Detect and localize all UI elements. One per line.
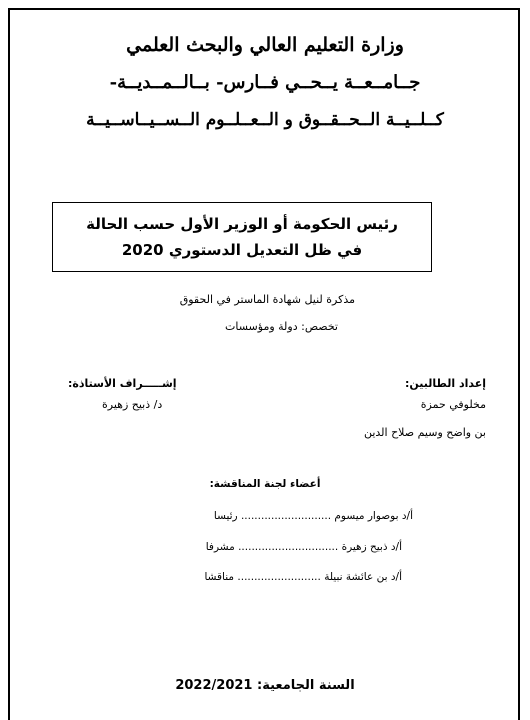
ministry-heading: وزارة التعليم العالي والبحث العلمي	[126, 34, 404, 56]
memo-specialization: تخصص: دولة ومؤسسات	[225, 320, 338, 333]
member-role: مشرفا	[205, 541, 235, 553]
students-heading: إعداد الطالبين:	[404, 377, 486, 390]
thesis-title-box	[52, 202, 432, 272]
member-role: مناقشا	[204, 571, 235, 583]
university-heading: جــامــعــة يــحــي فــارس- بــالــمــديــة-	[109, 72, 421, 93]
committee-member-row	[204, 571, 402, 583]
member-dots: .........................	[237, 571, 321, 583]
committee-member-row	[214, 510, 413, 522]
member-dots: ...........................	[240, 510, 332, 522]
supervisor-heading: إشـــــراف الأستاذة:	[68, 377, 177, 390]
thesis-title-line1: رئيس الحكومة أو الوزير الأول حسب الحالة	[86, 215, 398, 233]
member-name: أ/د بوصوار ميسوم	[334, 510, 413, 522]
student-name-2: بن واضح وسيم صلاح الدين	[363, 426, 486, 439]
committee-heading: أعضاء لجنة المناقشة:	[209, 478, 321, 490]
memo-purpose: مذكرة لنيل شهادة الماستر في الحقوق	[179, 293, 355, 306]
member-dots: ..............................	[238, 541, 339, 553]
committee-member-row	[206, 541, 402, 553]
supervisor-name: د/ ذبيح زهيرة	[102, 398, 163, 411]
faculty-heading: كــلــيــة الــحــقــوق و الــعــلــوم الــســيــاســيــة	[86, 110, 444, 130]
academic-year-label: السنة الجامعية:	[257, 678, 355, 693]
member-name: أ/د ذبيح زهيرة	[341, 541, 402, 553]
member-role: رئيسا	[213, 510, 238, 522]
student-name-1: مخلوفي حمزة	[420, 398, 486, 411]
academic-year	[0, 678, 530, 693]
member-name: أ/د بن عائشة نبيلة	[324, 571, 402, 583]
academic-year-value: 2022/2021	[175, 678, 253, 693]
thesis-title-line2: في ظل التعديل الدستوري 2020	[121, 241, 363, 259]
